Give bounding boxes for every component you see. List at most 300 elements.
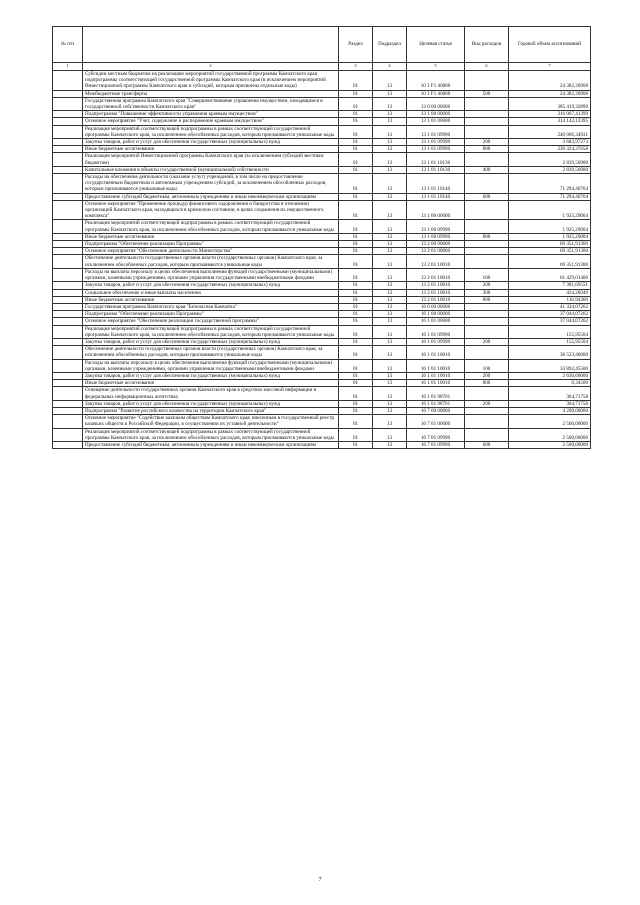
column-number-row — [53, 63, 591, 71]
row-number-cell — [53, 428, 83, 441]
row-podrazdel-cell: 13 — [373, 90, 407, 97]
row-amount-cell: 7 381,69551 — [509, 282, 591, 289]
row-amount-cell: 2 500,00000 — [509, 441, 591, 448]
row-razdel-cell: 01 — [339, 338, 373, 345]
header-name — [83, 27, 339, 63]
row-razdel-cell: 01 — [339, 233, 373, 240]
row-number-cell — [53, 97, 83, 110]
row-expense-type-cell — [465, 428, 509, 441]
row-podrazdel-cell: 13 — [373, 407, 407, 414]
row-expense-type-cell — [465, 111, 509, 118]
row-razdel-cell: 01 — [339, 311, 373, 318]
row-amount-cell: 37 044,07262 — [509, 318, 591, 325]
row-name-cell: Реализация мероприятий Инвестиционной программы Камчатского края (за исключением субсидий местным бюджетам) — [83, 153, 339, 166]
row-razdel-cell: 01 — [339, 303, 373, 310]
row-razdel-cell: 01 — [339, 380, 373, 387]
row-name-cell: Расходы на обеспечение деятельности (оказание услуг) учреждений, в том числе на предоставление государственным бюджетным и автономным учреждениям субсидий, за исключением обособленных расходов, которым присваиваются уникальные коды — [83, 174, 339, 194]
row-razdel-cell: 01 — [339, 248, 373, 255]
row-amount-cell: 314 142,12395 — [509, 118, 591, 125]
row-target-article-cell: 16 1 01 98701 — [407, 387, 465, 400]
table-row — [53, 97, 591, 110]
header-podrazdel: Подраздел — [373, 27, 407, 63]
row-number-cell — [53, 255, 83, 268]
row-amount-cell: 316 067,41399 — [509, 111, 591, 118]
row-expense-type-cell: 400 — [465, 166, 509, 173]
row-podrazdel-cell: 13 — [373, 146, 407, 153]
row-name-cell: Иные бюджетные ассигнования — [83, 233, 339, 240]
row-amount-cell: 2 839,56900 — [509, 153, 591, 166]
row-amount-cell: 424,26049 — [509, 289, 591, 296]
row-podrazdel-cell: 13 — [373, 387, 407, 400]
row-amount-cell: 2 839,56900 — [509, 166, 591, 173]
row-number-cell — [53, 200, 83, 220]
row-razdel-cell: 01 — [339, 415, 373, 428]
row-number-cell — [53, 289, 83, 296]
row-name-cell: Социальное обеспечение и иные выплаты населению — [83, 289, 339, 296]
row-target-article-cell: 13 1 01 09990 — [407, 146, 465, 153]
row-target-article-cell: 13 2 01 10010 — [407, 255, 465, 268]
table-row — [53, 220, 591, 233]
row-razdel-cell: 01 — [339, 220, 373, 233]
row-expense-type-cell — [465, 248, 509, 255]
row-name-cell: Расходы на выплаты персоналу в целях обеспечения выполнения функций государственными (муниципальными) органами, казенными учреждениями, органами управления государственными внебюджетными фондами — [83, 359, 339, 372]
row-amount-cell: 0,34500 — [509, 380, 591, 387]
row-number-cell — [53, 118, 83, 125]
header-number: № п/п — [53, 27, 83, 63]
row-number-cell — [53, 338, 83, 345]
row-name-cell: Основное мероприятие "Содействие казачьим обществам Камчатского края, внесенным в государственный реестр казачьих обществ в Российской Федерации, в осуществлении их уставной деятельности" — [83, 415, 339, 428]
row-razdel-cell: 01 — [339, 139, 373, 146]
row-number-cell — [53, 325, 83, 338]
row-razdel-cell: 01 — [339, 325, 373, 338]
row-podrazdel-cell: 13 — [373, 248, 407, 255]
row-name-cell: Основное мероприятие "Применение процедур финансового оздоровления и банкротства в отношении организаций Камчатского края, находящихся в кризисном состоянии, в целях сохранения их имущественного комплекса" — [83, 200, 339, 220]
row-target-article-cell: 16 1 01 09990 — [407, 338, 465, 345]
row-amount-cell: 2 630,60000 — [509, 372, 591, 379]
header-expense-type: Вид расходов — [465, 27, 509, 63]
row-name-cell: Закупка товаров, работ и услуг для обеспечения государственных (муниципальных) нужд — [83, 338, 339, 345]
row-expense-type-cell — [465, 118, 509, 125]
row-name-cell: Реализация мероприятий соответствующей подпрограммы в рамках соответствующей государственной программы Камчатского края, за исключением обособленных расходов, которым присваиваются уникальные коды — [83, 125, 339, 138]
row-podrazdel-cell: 13 — [373, 372, 407, 379]
row-name-cell: Обеспечение деятельности государственных органов власти (государственных органов) Камчатского края, за исключением обособленных расходов, которым присваиваются уникальные коды — [83, 255, 339, 268]
row-podrazdel-cell: 13 — [373, 153, 407, 166]
row-expense-type-cell — [465, 318, 509, 325]
row-razdel-cell: 01 — [339, 174, 373, 194]
row-razdel-cell: 01 — [339, 407, 373, 414]
row-amount-cell: 41 334,07262 — [509, 303, 591, 310]
row-razdel-cell: 01 — [339, 200, 373, 220]
row-number-cell — [53, 380, 83, 387]
row-razdel-cell: 01 — [339, 400, 373, 407]
row-podrazdel-cell: 13 — [373, 268, 407, 281]
table-row — [53, 303, 591, 310]
row-number-cell — [53, 311, 83, 318]
row-podrazdel-cell: 13 — [373, 428, 407, 441]
row-razdel-cell: 01 — [339, 90, 373, 97]
row-target-article-cell: 16 1 01 10010 — [407, 372, 465, 379]
table-row — [53, 318, 591, 325]
row-name-cell: Основное мероприятие "Обеспечение деятельности Министерства" — [83, 248, 339, 255]
row-expense-type-cell — [465, 346, 509, 359]
row-expense-type-cell: 200 — [465, 338, 509, 345]
row-podrazdel-cell: 13 — [373, 400, 407, 407]
row-expense-type-cell — [465, 255, 509, 268]
row-name-cell: Иные бюджетные ассигнования — [83, 296, 339, 303]
row-expense-type-cell — [465, 325, 509, 338]
row-expense-type-cell — [465, 241, 509, 248]
row-amount-cell: 1 925,29004 — [509, 233, 591, 240]
row-podrazdel-cell: 13 — [373, 318, 407, 325]
row-razdel-cell: 01 — [339, 289, 373, 296]
row-expense-type-cell: 800 — [465, 380, 509, 387]
table-row — [53, 71, 591, 91]
row-target-article-cell: 13 1 01 09990 — [407, 139, 465, 146]
row-podrazdel-cell: 13 — [373, 380, 407, 387]
row-podrazdel-cell: 13 — [373, 233, 407, 240]
column-number: 6 — [465, 63, 509, 71]
row-amount-cell: 69 351,91300 — [509, 248, 591, 255]
table-row — [53, 166, 591, 173]
row-razdel-cell: 01 — [339, 166, 373, 173]
row-podrazdel-cell: 13 — [373, 441, 407, 448]
row-target-article-cell: 16 1 01 98701 — [407, 400, 465, 407]
row-name-cell: Реализация мероприятий соответствующей подпрограммы в рамках соответствующей государственной программы Камчатского края, за исключением обособленных расходов, которым присваиваются уникальные коды — [83, 220, 339, 233]
row-target-article-cell: 16 0 00 00000 — [407, 303, 465, 310]
row-target-article-cell: 16 7 00 00000 — [407, 407, 465, 414]
row-amount-cell: 240 006,34931 — [509, 125, 591, 138]
row-amount-cell: 37 044,07262 — [509, 311, 591, 318]
table-row — [53, 125, 591, 138]
row-razdel-cell: 01 — [339, 255, 373, 268]
row-razdel-cell: 01 — [339, 193, 373, 200]
row-expense-type-cell: 800 — [465, 146, 509, 153]
row-target-article-cell: 13 1 01 10140 — [407, 193, 465, 200]
row-name-cell: Субсидии местным бюджетам на реализацию мероприятий государственной программы Камчатского края подпрограммы соответствующей государственной программы Камчатского края (в исключением мероприятий Инвестиционной программы Камчатского края и субсидий, которым присвоены отдельные коды) — [83, 71, 339, 91]
table-row — [53, 248, 591, 255]
row-target-article-cell: 13 2 01 00000 — [407, 248, 465, 255]
header-target-article: Целевая статья — [407, 27, 465, 63]
row-name-cell: Капитальные вложения в объекты государственной (муниципальной) собственности — [83, 166, 339, 173]
row-expense-type-cell — [465, 153, 509, 166]
row-amount-cell: 385 419,32899 — [509, 97, 591, 110]
row-target-article-cell: 13 2 01 10010 — [407, 296, 465, 303]
row-amount-cell: 2 500,00000 — [509, 428, 591, 441]
row-number-cell — [53, 387, 83, 400]
row-number-cell — [53, 346, 83, 359]
row-number-cell — [53, 372, 83, 379]
row-target-article-cell: 13 1 01 10130 — [407, 166, 465, 173]
row-target-article-cell: 13 1 00 00000 — [407, 111, 465, 118]
row-number-cell — [53, 303, 83, 310]
row-amount-cell: 364,71758 — [509, 387, 591, 400]
table-row — [53, 90, 591, 97]
row-amount-cell: 1 925,29004 — [509, 220, 591, 233]
table-row — [53, 415, 591, 428]
row-name-cell: Предоставление субсидий бюджетным, автономным учреждениям и иным некоммерческим организациям — [83, 441, 339, 448]
row-razdel-cell: 01 — [339, 241, 373, 248]
row-amount-cell: 24 382,20908 — [509, 90, 591, 97]
row-name-cell: Основное мероприятие "Обеспечение реализации государственной программы" — [83, 318, 339, 325]
header-row — [53, 27, 591, 63]
row-target-article-cell: 13 2 01 10010 — [407, 268, 465, 281]
row-amount-cell: 61 429,01400 — [509, 268, 591, 281]
row-expense-type-cell — [465, 303, 509, 310]
row-expense-type-cell — [465, 125, 509, 138]
row-razdel-cell: 01 — [339, 372, 373, 379]
row-number-cell — [53, 407, 83, 414]
row-name-cell: Реализация мероприятий соответствующей подпрограммы в рамках соответствующей государственной программы Камчатского края, за исключением обособленных расходов, которым присваиваются уникальные коды — [83, 325, 339, 338]
row-expense-type-cell: 600 — [465, 441, 509, 448]
row-expense-type-cell: 100 — [465, 268, 509, 281]
row-razdel-cell: 01 — [339, 282, 373, 289]
row-name-cell: Закупка товаров, работ и услуг для обеспечения государственных (муниципальных) нужд — [83, 139, 339, 146]
row-amount-cell: 3 683,97273 — [509, 139, 591, 146]
table-row — [53, 241, 591, 248]
row-amount-cell: 116,94300 — [509, 296, 591, 303]
table-row — [53, 111, 591, 118]
row-number-cell — [53, 139, 83, 146]
row-number-cell — [53, 174, 83, 194]
column-number: 4 — [373, 63, 407, 71]
row-razdel-cell: 01 — [339, 387, 373, 400]
row-number-cell — [53, 318, 83, 325]
row-number-cell — [53, 125, 83, 138]
row-podrazdel-cell: 13 — [373, 241, 407, 248]
row-podrazdel-cell: 13 — [373, 346, 407, 359]
row-razdel-cell: 01 — [339, 153, 373, 166]
row-amount-cell: 1 925,29004 — [509, 200, 591, 220]
row-number-cell — [53, 268, 83, 281]
row-expense-type-cell: 600 — [465, 193, 509, 200]
row-number-cell — [53, 359, 83, 372]
row-expense-type-cell — [465, 407, 509, 414]
table-row — [53, 359, 591, 372]
row-name-cell: Реализация мероприятий соответствующей подпрограммы в рамках соответствующей государственной программы Камчатского края, за исключением обособленных расходов, которым присваиваются уникальные коды — [83, 428, 339, 441]
row-expense-type-cell: 100 — [465, 359, 509, 372]
row-amount-cell: 2 500,00000 — [509, 415, 591, 428]
row-name-cell: Закупка товаров, работ и услуг для обеспечения государственных (муниципальных) нужд — [83, 282, 339, 289]
table-row — [53, 441, 591, 448]
row-podrazdel-cell: 13 — [373, 338, 407, 345]
row-expense-type-cell — [465, 311, 509, 318]
row-podrazdel-cell: 13 — [373, 166, 407, 173]
row-number-cell — [53, 71, 83, 91]
row-number-cell — [53, 90, 83, 97]
table-row — [53, 296, 591, 303]
table-row — [53, 380, 591, 387]
table-row — [53, 233, 591, 240]
table-row — [53, 255, 591, 268]
row-target-article-cell: 13 1 01 10130 — [407, 153, 465, 166]
row-number-cell — [53, 241, 83, 248]
column-number: 3 — [339, 63, 373, 71]
column-number: 7 — [509, 63, 591, 71]
row-expense-type-cell: 200 — [465, 139, 509, 146]
table-row — [53, 193, 591, 200]
row-number-cell — [53, 233, 83, 240]
row-number-cell — [53, 146, 83, 153]
row-amount-cell: 155,95504 — [509, 325, 591, 338]
table-row — [53, 174, 591, 194]
column-number: 2 — [83, 63, 339, 71]
row-expense-type-cell — [465, 200, 509, 220]
row-razdel-cell: 01 — [339, 97, 373, 110]
row-name-cell: Подпрограмма "Обеспечение реализации Программы" — [83, 311, 339, 318]
row-razdel-cell: 01 — [339, 359, 373, 372]
row-target-article-cell: 16 7 01 09990 — [407, 441, 465, 448]
row-number-cell — [53, 415, 83, 428]
row-podrazdel-cell: 13 — [373, 325, 407, 338]
row-podrazdel-cell: 13 — [373, 118, 407, 125]
row-name-cell: Иные бюджетные ассигнования — [83, 380, 339, 387]
row-razdel-cell: 01 — [339, 428, 373, 441]
row-razdel-cell: 01 — [339, 296, 373, 303]
row-razdel-cell: 01 — [339, 118, 373, 125]
row-podrazdel-cell: 13 — [373, 359, 407, 372]
row-target-article-cell: 13 1 01 09990 — [407, 125, 465, 138]
row-podrazdel-cell: 13 — [373, 111, 407, 118]
row-podrazdel-cell: 13 — [373, 255, 407, 268]
row-expense-type-cell: 800 — [465, 296, 509, 303]
row-podrazdel-cell: 13 — [373, 296, 407, 303]
header-annual-amount: Годовой объем ассигнований — [509, 27, 591, 63]
table-row — [53, 338, 591, 345]
row-target-article-cell: 16 7 01 09990 — [407, 428, 465, 441]
row-target-article-cell: 16 1 01 00000 — [407, 318, 465, 325]
row-number-cell — [53, 296, 83, 303]
budget-table — [52, 26, 591, 449]
row-target-article-cell: 13 0 00 00000 — [407, 97, 465, 110]
row-amount-cell: 69 351,91300 — [509, 255, 591, 268]
column-number: 1 — [53, 63, 83, 71]
row-name-cell: Государственная программа Камчатского края "Совершенствование управления имуществом, находящимся в государственной собственности Камчатского края" — [83, 97, 339, 110]
table-row — [53, 387, 591, 400]
row-target-article-cell: 16 1 01 10010 — [407, 346, 465, 359]
row-expense-type-cell — [465, 415, 509, 428]
row-amount-cell: 33 892,45500 — [509, 359, 591, 372]
row-expense-type-cell — [465, 71, 509, 91]
table-row — [53, 289, 591, 296]
row-podrazdel-cell: 13 — [373, 415, 407, 428]
row-name-cell: Иные бюджетные ассигнования — [83, 146, 339, 153]
row-razdel-cell: 01 — [339, 318, 373, 325]
row-expense-type-cell: 500 — [465, 90, 509, 97]
row-amount-cell: 24 382,20908 — [509, 71, 591, 91]
row-target-article-cell: 13 1 06 09990 — [407, 220, 465, 233]
row-number-cell — [53, 441, 83, 448]
row-expense-type-cell: 200 — [465, 400, 509, 407]
row-razdel-cell: 01 — [339, 346, 373, 359]
row-expense-type-cell: 200 — [465, 282, 509, 289]
row-target-article-cell: 13 2 01 10010 — [407, 289, 465, 296]
row-amount-cell: 69 351,91300 — [509, 241, 591, 248]
row-razdel-cell: 01 — [339, 111, 373, 118]
row-podrazdel-cell: 13 — [373, 220, 407, 233]
row-target-article-cell: 13 2 00 00000 — [407, 241, 465, 248]
row-target-article-cell: 16 1 01 10010 — [407, 359, 465, 372]
table-body — [53, 71, 591, 449]
row-target-article-cell: 13 1 01 00000 — [407, 118, 465, 125]
table-row — [53, 282, 591, 289]
table-row — [53, 311, 591, 318]
table-row — [53, 428, 591, 441]
row-name-cell: Подпрограмма "Обеспечение реализации Программы" — [83, 241, 339, 248]
table-row — [53, 268, 591, 281]
row-podrazdel-cell: 13 — [373, 282, 407, 289]
table-row — [53, 146, 591, 153]
row-amount-cell: 36 523,40000 — [509, 346, 591, 359]
row-razdel-cell: 01 — [339, 125, 373, 138]
row-target-article-cell: 16 1 01 09990 — [407, 325, 465, 338]
row-target-article-cell: 10 1 F1 40080 — [407, 90, 465, 97]
row-expense-type-cell: 200 — [465, 372, 509, 379]
row-expense-type-cell: 300 — [465, 289, 509, 296]
row-amount-cell: 236 324,37658 — [509, 146, 591, 153]
row-amount-cell: 71 294,40764 — [509, 174, 591, 194]
table-row — [53, 153, 591, 166]
row-target-article-cell: 16 1 00 00000 — [407, 311, 465, 318]
row-target-article-cell: 13 1 06 09990 — [407, 233, 465, 240]
table-row — [53, 200, 591, 220]
row-target-article-cell: 10 1 F1 40080 — [407, 71, 465, 91]
table-row — [53, 325, 591, 338]
row-number-cell — [53, 153, 83, 166]
row-expense-type-cell: 800 — [465, 233, 509, 240]
row-podrazdel-cell: 13 — [373, 174, 407, 194]
row-razdel-cell: 01 — [339, 441, 373, 448]
row-razdel-cell: 01 — [339, 146, 373, 153]
row-name-cell: Обеспечение деятельности государственных органов власти (государственных органов) Камчатского края, за исключением обособленных расходов, которым присваиваются уникальные коды — [83, 346, 339, 359]
table-row — [53, 372, 591, 379]
row-number-cell — [53, 248, 83, 255]
row-podrazdel-cell: 13 — [373, 139, 407, 146]
row-number-cell — [53, 193, 83, 200]
header-razdel: Раздел — [339, 27, 373, 63]
row-number-cell — [53, 111, 83, 118]
row-name-cell: Освещение деятельности государственных органов Камчатского края в средствах массовой информации и федеральных информационных агентствах — [83, 387, 339, 400]
row-name-cell: Подпрограмма "Развитие российского казачества на территории Камчатского края" — [83, 407, 339, 414]
row-name-cell: Закупка товаров, работ и услуг для обеспечения государственных (муниципальных) нужд — [83, 372, 339, 379]
row-podrazdel-cell: 13 — [373, 303, 407, 310]
row-name-cell: Предоставление субсидий бюджетным, автономным учреждениям и иным некоммерческим организациям — [83, 193, 339, 200]
row-amount-cell: 155,95504 — [509, 338, 591, 345]
row-podrazdel-cell: 13 — [373, 125, 407, 138]
row-expense-type-cell — [465, 220, 509, 233]
row-name-cell: Межбюджетные трансферты — [83, 90, 339, 97]
row-name-cell: Закупка товаров, работ и услуг для обеспечения государственных (муниципальных) нужд — [83, 400, 339, 407]
row-name-cell: Подпрограмма "Повышение эффективности управления краевым имуществом" — [83, 111, 339, 118]
row-name-cell: Государственная программа Камчатского края "Безопасная Камчатка" — [83, 303, 339, 310]
row-amount-cell: 364,71758 — [509, 400, 591, 407]
table-row — [53, 407, 591, 414]
row-target-article-cell: 13 1 06 00000 — [407, 200, 465, 220]
page-number: 7 — [318, 876, 322, 883]
row-target-article-cell: 13 1 01 10140 — [407, 174, 465, 194]
row-expense-type-cell — [465, 174, 509, 194]
row-amount-cell: 71 294,40764 — [509, 193, 591, 200]
row-razdel-cell: 01 — [339, 71, 373, 91]
row-podrazdel-cell: 13 — [373, 97, 407, 110]
row-number-cell — [53, 282, 83, 289]
row-number-cell — [53, 166, 83, 173]
table-row — [53, 118, 591, 125]
row-podrazdel-cell: 13 — [373, 289, 407, 296]
row-podrazdel-cell: 13 — [373, 200, 407, 220]
row-number-cell — [53, 220, 83, 233]
row-amount-cell: 4 290,00000 — [509, 407, 591, 414]
row-name-cell: Основное мероприятие "Учет, содержание и распоряжение краевым имуществом" — [83, 118, 339, 125]
